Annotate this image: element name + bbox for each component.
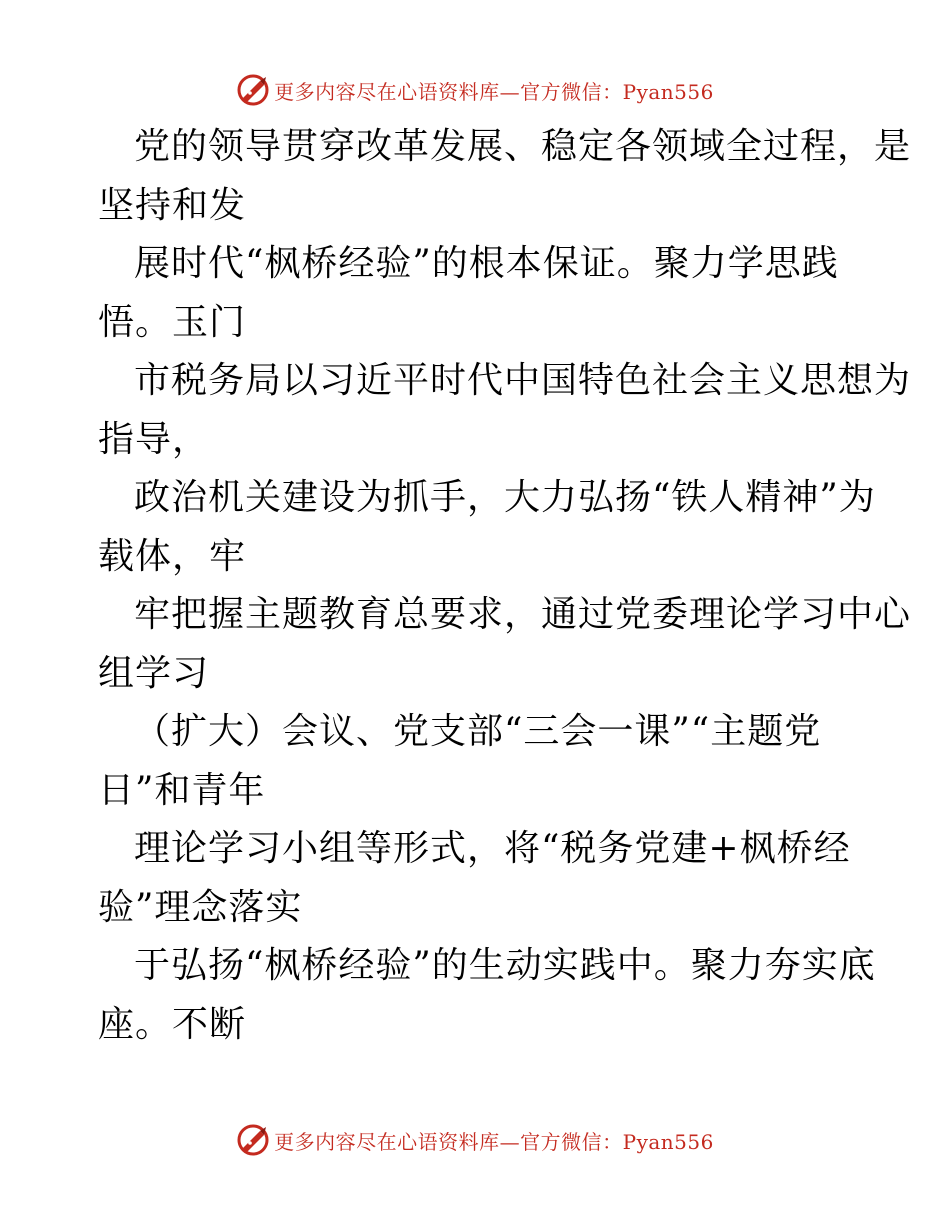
header-watermark [0,70,950,110]
pen-nib-logo-icon [236,1123,270,1157]
footer-watermark [0,1120,950,1160]
text-line: 市税务局以习近平时代中国特色社会主义思想为 [134,360,912,401]
text-line: 牢把握主题教育总要求，通过党委理论学习中心 [134,594,912,635]
text-line: 展时代“枫桥经验”的根本保证。聚力学思践 [134,243,839,284]
pen-nib-logo-icon [236,73,270,107]
text-line: 验”理念落实 [98,886,303,928]
header-watermark-text: 更多内容尽在心语资料库—官方微信：Pyan556 [274,79,714,104]
footer-watermark-text: 更多内容尽在心语资料库—官方微信：Pyan556 [274,1129,714,1154]
text-line: 政治机关建设为抓手，大力弘扬“铁人精神”为 [134,477,876,518]
text-line: 载体，牢 [98,535,247,577]
text-line: 坚持和发 [98,184,247,226]
text-line: 座。不断 [98,1003,247,1045]
text-line: 指导， [98,418,210,460]
document-body [98,118,912,1054]
text-line: 于弘扬“枫桥经验”的生动实践中。聚力夯实底 [134,945,876,986]
text-line: （扩大）会议、党支部“三会一课”“主题党 [134,711,822,752]
text-line: 理论学习小组等形式，将“税务党建+枫桥经 [134,828,851,869]
text-line: 党的领导贯穿改革发展、稳定各领域全过程，是 [134,126,912,167]
text-line: 悟。玉门 [98,301,247,343]
text-line: 组学习 [98,652,210,694]
text-line: 日”和青年 [98,769,266,811]
